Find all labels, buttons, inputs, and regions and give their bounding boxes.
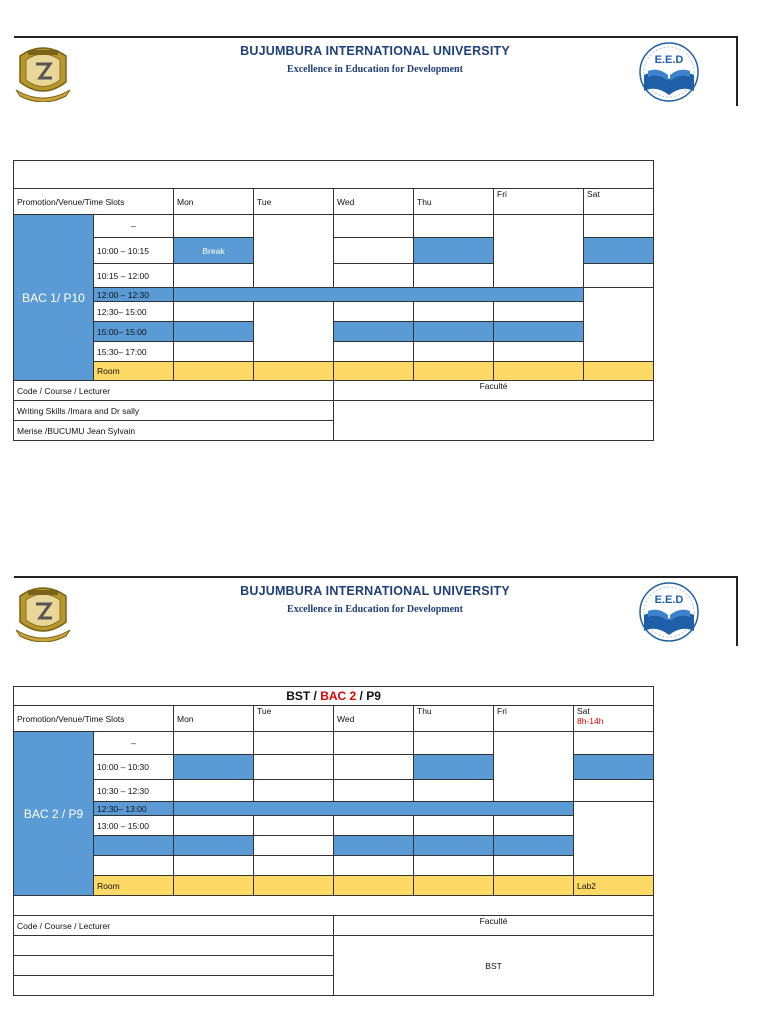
cell: [494, 732, 574, 802]
cell: [254, 836, 334, 856]
page-header-2: [0, 576, 768, 656]
code-course-header: Code / Course / Lecturer: [14, 916, 334, 936]
room-cell: [174, 876, 254, 896]
cell: [414, 322, 494, 342]
header-thu: Thu: [414, 706, 494, 732]
header-sat: [574, 706, 654, 732]
university-name: BUJUMBURA INTERNATIONAL UNIVERSITY: [240, 584, 510, 598]
cell: [334, 342, 414, 362]
header-tue: Tue: [254, 189, 334, 215]
header-fri: Fri: [494, 706, 574, 732]
cell: [414, 836, 494, 856]
cell: [414, 816, 494, 836]
time-slot: –: [94, 732, 174, 755]
cell: [254, 732, 334, 755]
cell: [584, 238, 654, 264]
room-cell: [414, 362, 494, 381]
eed-logo-text: E.E.D: [654, 594, 684, 606]
cell: [174, 302, 254, 322]
room-sat: Lab2: [574, 876, 654, 896]
room-cell: [414, 876, 494, 896]
time-slot: 12:00 – 12:30: [94, 288, 174, 302]
cell: [414, 264, 494, 288]
faculty-header: Faculté: [334, 916, 654, 936]
title-part: / P9: [356, 689, 381, 703]
cell: [574, 780, 654, 802]
room-cell: [254, 876, 334, 896]
cell: [494, 322, 584, 342]
room-label: Room: [94, 362, 174, 381]
course-row: Writing Skills /Imara and Dr sally: [14, 401, 334, 421]
cell: [254, 816, 334, 836]
cell: [334, 856, 414, 876]
cell: [414, 755, 494, 780]
course-row: [14, 956, 334, 976]
cell: [334, 302, 414, 322]
header-rule: [14, 36, 738, 38]
header-promotion: Promotion/Venue/Time Slots: [14, 706, 174, 732]
cell: [494, 302, 584, 322]
cell: [494, 215, 584, 288]
cell: [254, 780, 334, 802]
time-slot: 13:00 – 15:00: [94, 816, 174, 836]
cell: [174, 816, 254, 836]
cell: [414, 215, 494, 238]
promotion-label: BAC 2 / P9: [14, 732, 94, 896]
title-bac-highlight: BAC 2: [320, 689, 357, 703]
lunch-band: [174, 802, 574, 816]
time-slot: 12:30– 13:00: [94, 802, 174, 816]
time-slot: [94, 836, 174, 856]
cell: [334, 780, 414, 802]
cell: [174, 215, 254, 238]
timetable-bac1: [13, 160, 654, 441]
header-wed: Wed: [334, 189, 414, 215]
time-slot: 12:30– 15:00: [94, 302, 174, 322]
room-cell: [174, 362, 254, 381]
header-tue: Tue: [254, 706, 334, 732]
cell: [254, 856, 334, 876]
time-slot: 10:00 – 10:15: [94, 238, 174, 264]
cell: [414, 856, 494, 876]
room-cell: [334, 362, 414, 381]
timetable-bac2: [13, 686, 654, 996]
cell: [414, 780, 494, 802]
room-cell: [494, 362, 584, 381]
header-rule: [14, 576, 738, 578]
cell: [494, 342, 584, 362]
cell: [254, 302, 334, 362]
page-header-1: [0, 36, 768, 116]
cell: [334, 732, 414, 755]
header-sat: Sat: [584, 189, 654, 215]
cell: [494, 856, 574, 876]
sat-hours: 8h-14h: [577, 716, 604, 726]
time-slot: [94, 856, 174, 876]
cell: [334, 238, 414, 264]
cell: [334, 215, 414, 238]
room-cell: [584, 362, 654, 381]
cell: [334, 816, 414, 836]
faculty-header: Faculté: [334, 381, 654, 401]
eed-book-logo: [632, 41, 706, 103]
cell: [334, 264, 414, 288]
university-motto: Excellence in Education for Development: [287, 604, 463, 615]
spacer-row: [14, 896, 654, 916]
header-mon: Mon: [174, 189, 254, 215]
timetable-title: [14, 161, 654, 189]
cell: [174, 755, 254, 780]
header-promotion: Promotion/Venue/Time Slots: [14, 189, 174, 215]
cell: [584, 264, 654, 288]
cell: [584, 288, 654, 362]
cell: [174, 856, 254, 876]
eed-logo-text: E.E.D: [654, 54, 684, 66]
university-name: BUJUMBURA INTERNATIONAL UNIVERSITY: [240, 44, 510, 58]
cell: [584, 215, 654, 238]
time-slot: 15:00– 15:00: [94, 322, 174, 342]
promotion-label: BAC 1/ P10: [14, 215, 94, 381]
header-fri: Fri: [494, 189, 584, 215]
cell: [414, 342, 494, 362]
cell: [174, 342, 254, 362]
faculty-value: BST: [334, 936, 654, 996]
time-slot: 10:15 – 12:00: [94, 264, 174, 288]
course-row: Merise /BUCUMU Jean Sylvain: [14, 421, 334, 441]
cell: [494, 836, 574, 856]
cell: [174, 322, 254, 342]
faculty-cell: [334, 401, 654, 441]
break-cell: Break: [174, 238, 254, 264]
course-row: [14, 936, 334, 956]
cell: [414, 238, 494, 264]
time-slot: –: [94, 215, 174, 238]
cell: [254, 755, 334, 780]
cell: [414, 732, 494, 755]
cell: [334, 836, 414, 856]
room-label: Room: [94, 876, 174, 896]
time-slot: 10:00 – 10:30: [94, 755, 174, 780]
cell: [574, 802, 654, 876]
header-thu: Thu: [414, 189, 494, 215]
time-slot: 10:30 – 12:30: [94, 780, 174, 802]
cell: [254, 215, 334, 288]
sat-label: Sat: [577, 706, 590, 716]
lunch-band: [174, 288, 584, 302]
room-cell: [334, 876, 414, 896]
eed-book-logo: [632, 581, 706, 643]
room-cell: [254, 362, 334, 381]
header-wed: Wed: [334, 706, 414, 732]
cell: [174, 732, 254, 755]
time-slot: 15:30– 17:00: [94, 342, 174, 362]
cell: [174, 836, 254, 856]
university-motto: Excellence in Education for Development: [287, 64, 463, 75]
cell: [174, 264, 254, 288]
cell: [494, 816, 574, 836]
cell: [574, 732, 654, 755]
code-course-header: Code / Course / Lecturer: [14, 381, 334, 401]
cell: [334, 322, 414, 342]
title-part: BST /: [286, 689, 321, 703]
timetable-title: [14, 687, 654, 706]
cell: [574, 755, 654, 780]
cell: [174, 780, 254, 802]
header-mon: Mon: [174, 706, 254, 732]
cell: [334, 755, 414, 780]
course-row: [14, 976, 334, 996]
room-cell: [494, 876, 574, 896]
cell: [414, 302, 494, 322]
